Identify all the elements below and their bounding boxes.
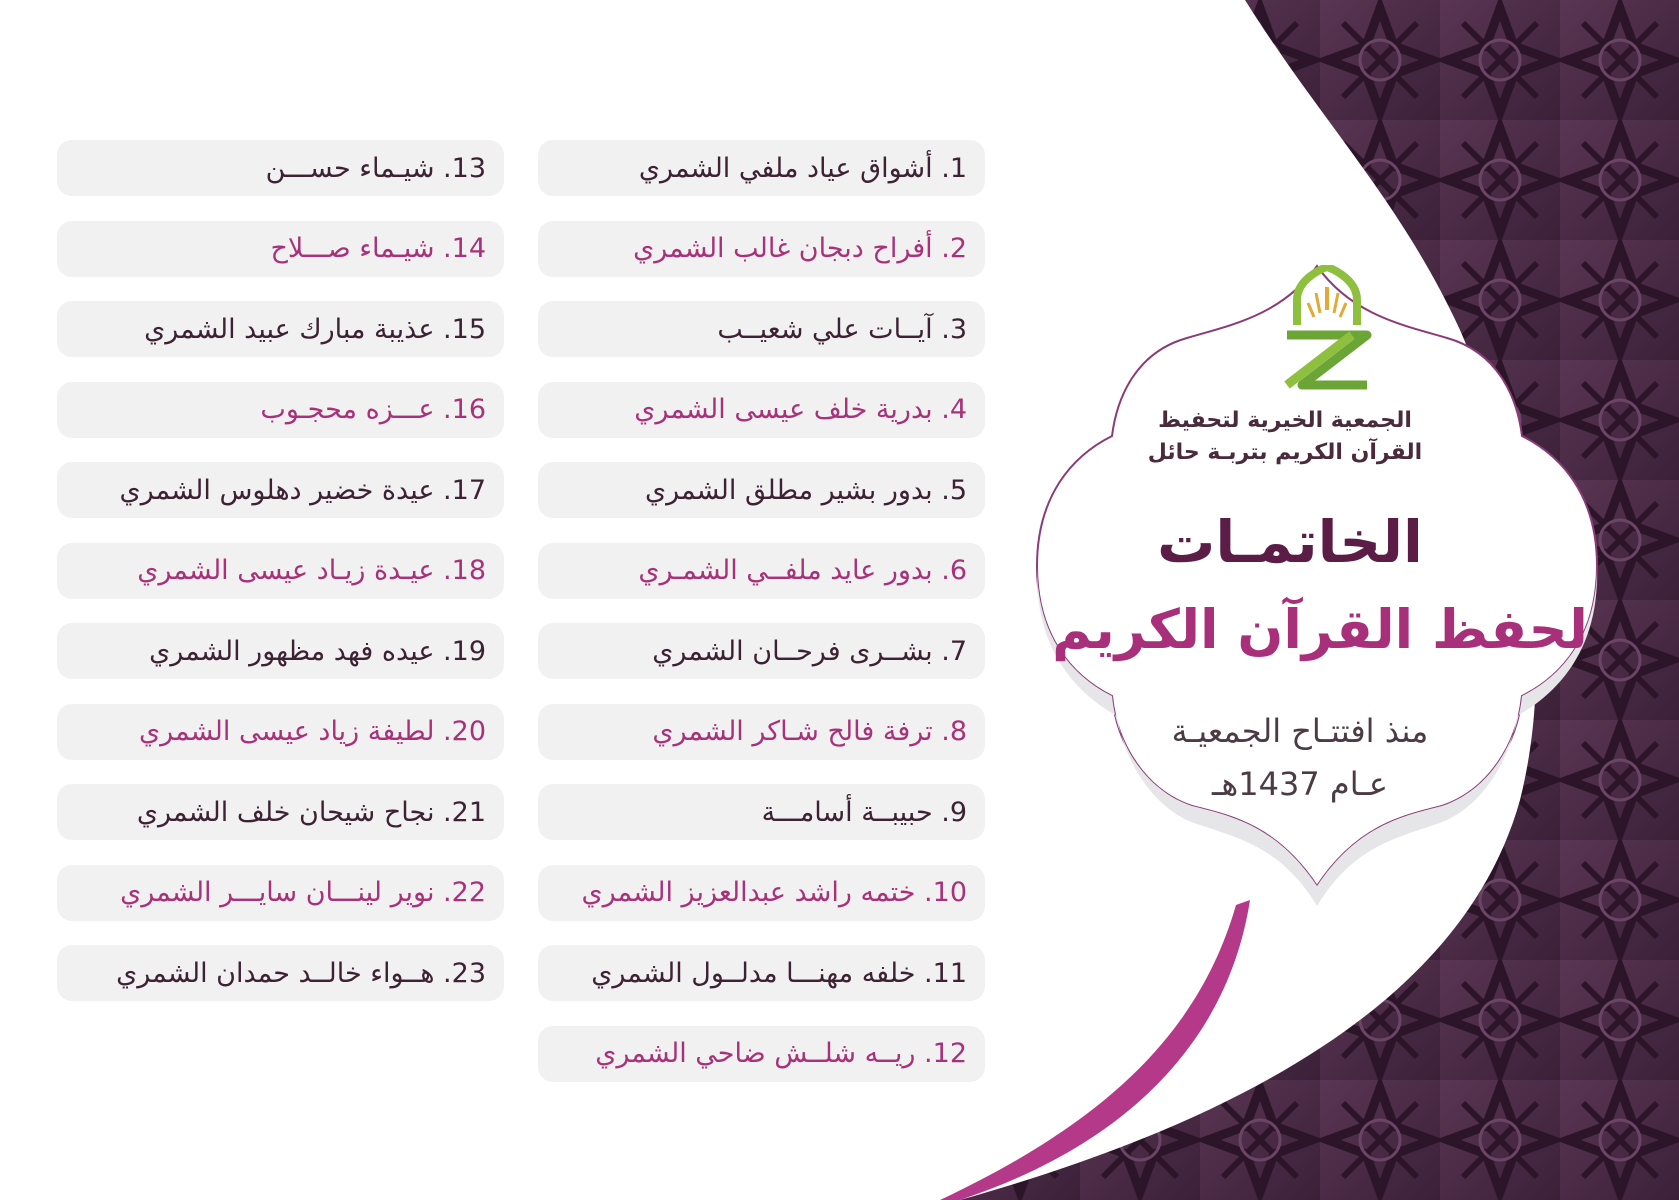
list-item-text: 2. أفراح دبجان غالب الشمري <box>633 233 967 264</box>
list-item <box>57 784 504 840</box>
organization-name <box>1100 405 1470 469</box>
list-item <box>538 704 985 760</box>
list-item-text: 21. نجاح شيحان خلف الشمري <box>136 796 486 828</box>
list-item-text: 6. بدور عايد ملفــي الشمـري <box>638 555 967 586</box>
list-item-text: 23. هــواء خالــد حمدان الشمري <box>116 957 486 989</box>
list-item <box>538 784 985 840</box>
list-item <box>538 221 985 277</box>
list-item-text: 9. حبيبــة أسامـــة <box>761 796 967 828</box>
organization-name-line1: الجمعية الخيرية لتحفيظ <box>1158 408 1412 433</box>
list-item-text: 17. عيدة خضير دهلوس الشمري <box>119 474 486 506</box>
list-item-text: 11. خلفه مهنـــا مدلــول الشمري <box>591 957 967 989</box>
names-list-left <box>57 140 504 1026</box>
organization-name-line2: القرآن الكريم بتربـة حائل <box>1147 440 1423 465</box>
list-item <box>57 945 504 1001</box>
list-item <box>57 704 504 760</box>
heading-title: الخاتمـات <box>1157 508 1423 576</box>
list-item-text: 14. شيـماء صـــلاح <box>270 233 486 264</box>
list-item-text: 10. ختمه راشد عبدالعزيز الشمري <box>581 877 967 908</box>
list-item <box>57 301 504 357</box>
list-item <box>538 301 985 357</box>
list-item <box>538 945 985 1001</box>
list-item <box>57 462 504 518</box>
list-item <box>538 462 985 518</box>
since-opening-text: منذ افتتـاح الجمعيـة <box>1171 712 1429 750</box>
list-item-text: 1. أشواق عياد ملفي الشمري <box>638 152 967 184</box>
list-item-text: 12. ريــه شلــش ضاحي الشمري <box>595 1038 967 1069</box>
list-item <box>538 543 985 599</box>
list-item <box>57 140 504 196</box>
list-item-text: 22. نوير لينـــان سايـــر الشمري <box>120 877 486 908</box>
list-item-text: 3. آيــات علي شعيــب <box>717 313 967 345</box>
list-item <box>57 865 504 921</box>
list-item-text: 19. عيده فهد مظهور الشمري <box>149 635 486 667</box>
list-item-text: 15. عذيبة مبارك عبيد الشمري <box>144 313 486 345</box>
list-item <box>57 382 504 438</box>
list-item <box>538 140 985 196</box>
list-item <box>57 543 504 599</box>
list-item <box>57 221 504 277</box>
heading-subtitle: لحفظ القرآن الكريم <box>1052 598 1588 661</box>
list-item <box>57 623 504 679</box>
list-item <box>538 865 985 921</box>
list-item-text: 18. عيـدة زيـاد عيسى الشمري <box>137 555 486 586</box>
names-list-right <box>538 140 985 1106</box>
list-item-text: 5. بدور بشير مطلق الشمري <box>644 474 967 506</box>
year-text: عـام 1437هـ <box>1212 765 1388 803</box>
list-item-text: 16. عـــزه محجـوب <box>260 394 486 425</box>
list-item <box>538 623 985 679</box>
organization-logo <box>1272 265 1382 395</box>
list-item-text: 7. بشــرى فرحــان الشمري <box>652 635 967 667</box>
list-item-text: 13. شيـماء حســـن <box>265 152 486 184</box>
list-item-text: 4. بدرية خلف عيسى الشمري <box>634 394 967 425</box>
list-item-text: 8. ترفة فالح شـاكر الشمري <box>652 716 967 747</box>
list-item <box>538 382 985 438</box>
list-item <box>538 1026 985 1082</box>
list-item-text: 20. لطيفة زياد عيسى الشمري <box>138 716 486 747</box>
